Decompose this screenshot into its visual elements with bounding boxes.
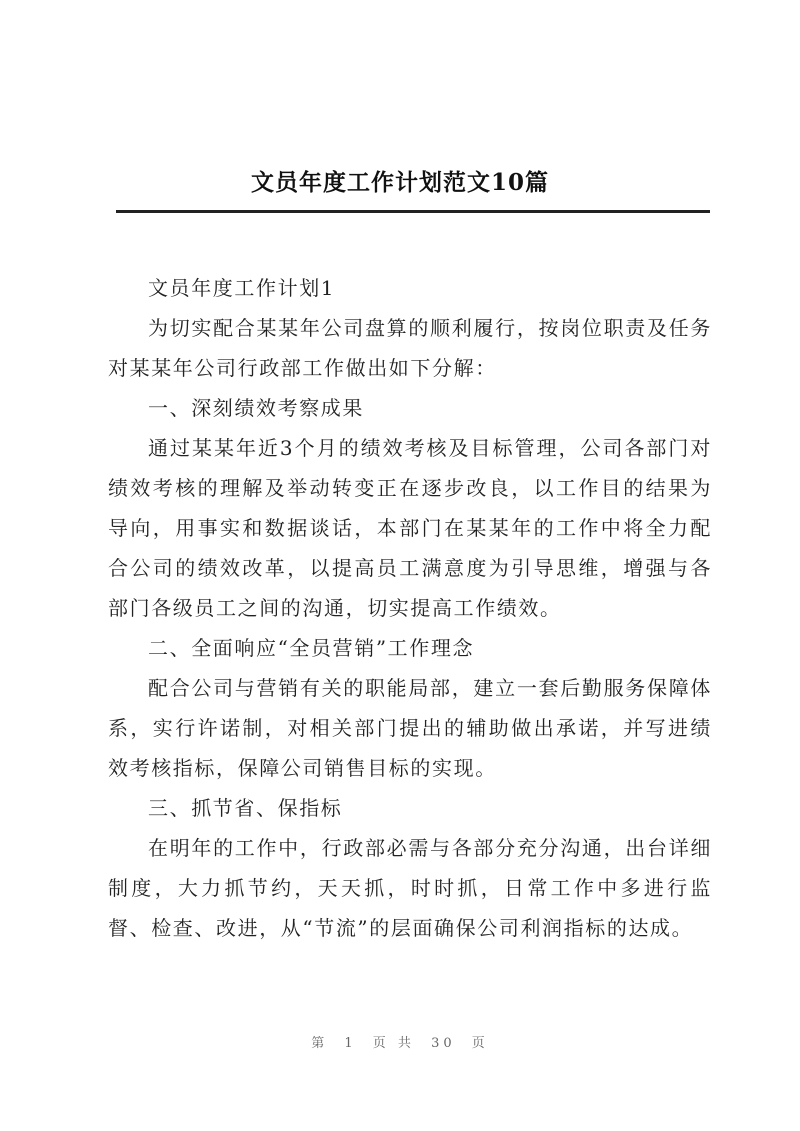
section-heading-1: 一、深刻绩效考察成果: [148, 396, 364, 420]
paragraph-intro: 为切实配合某某年公司盘算的顺利履行，按岗位职责及任务对某某年公司行政部工作做出如下分解：: [108, 316, 712, 380]
document-body: [108, 268, 712, 948]
footer-page-number: 1: [344, 1036, 357, 1051]
section-heading-2: 二、全面响应“全员营销”工作理念: [148, 636, 475, 660]
section-heading-3: 三、抓节省、保指标: [148, 796, 343, 820]
paragraph-1: 通过某某年近3个月的绩效考核及目标管理，公司各部门对绩效考核的理解及举动转变正在逐步改良，以工作目的结果为导向，用事实和数据谈话，本部门在某某年的工作中将全力配合公司的绩效改革，以提高员工满意度为引导思维，增强与各部门各级员工之间的沟通，切实提高工作绩效。: [108, 436, 712, 620]
page-footer: [0, 1032, 800, 1051]
footer-suffix: 页: [471, 1036, 489, 1051]
document-title: 文员年度工作计划范文10篇: [250, 169, 549, 196]
footer-total-pages: 30: [431, 1036, 456, 1051]
title-divider: [116, 210, 710, 213]
footer-prefix: 第: [311, 1036, 329, 1051]
footer-middle: 页 共: [372, 1036, 415, 1051]
section-heading-plan: 文员年度工作计划1: [148, 276, 336, 300]
paragraph-2: 配合公司与营销有关的职能局部，建立一套后勤服务保障体系，实行许诺制，对相关部门提出的辅助做出承诺，并写进绩效考核指标，保障公司销售目标的实现。: [108, 676, 712, 780]
paragraph-3: 在明年的工作中，行政部必需与各部分充分沟通，出台详细制度，大力抓节约，天天抓，时时抓，日常工作中多进行监督、检查、改进，从“节流”的层面确保公司利润指标的达成。: [108, 836, 712, 940]
